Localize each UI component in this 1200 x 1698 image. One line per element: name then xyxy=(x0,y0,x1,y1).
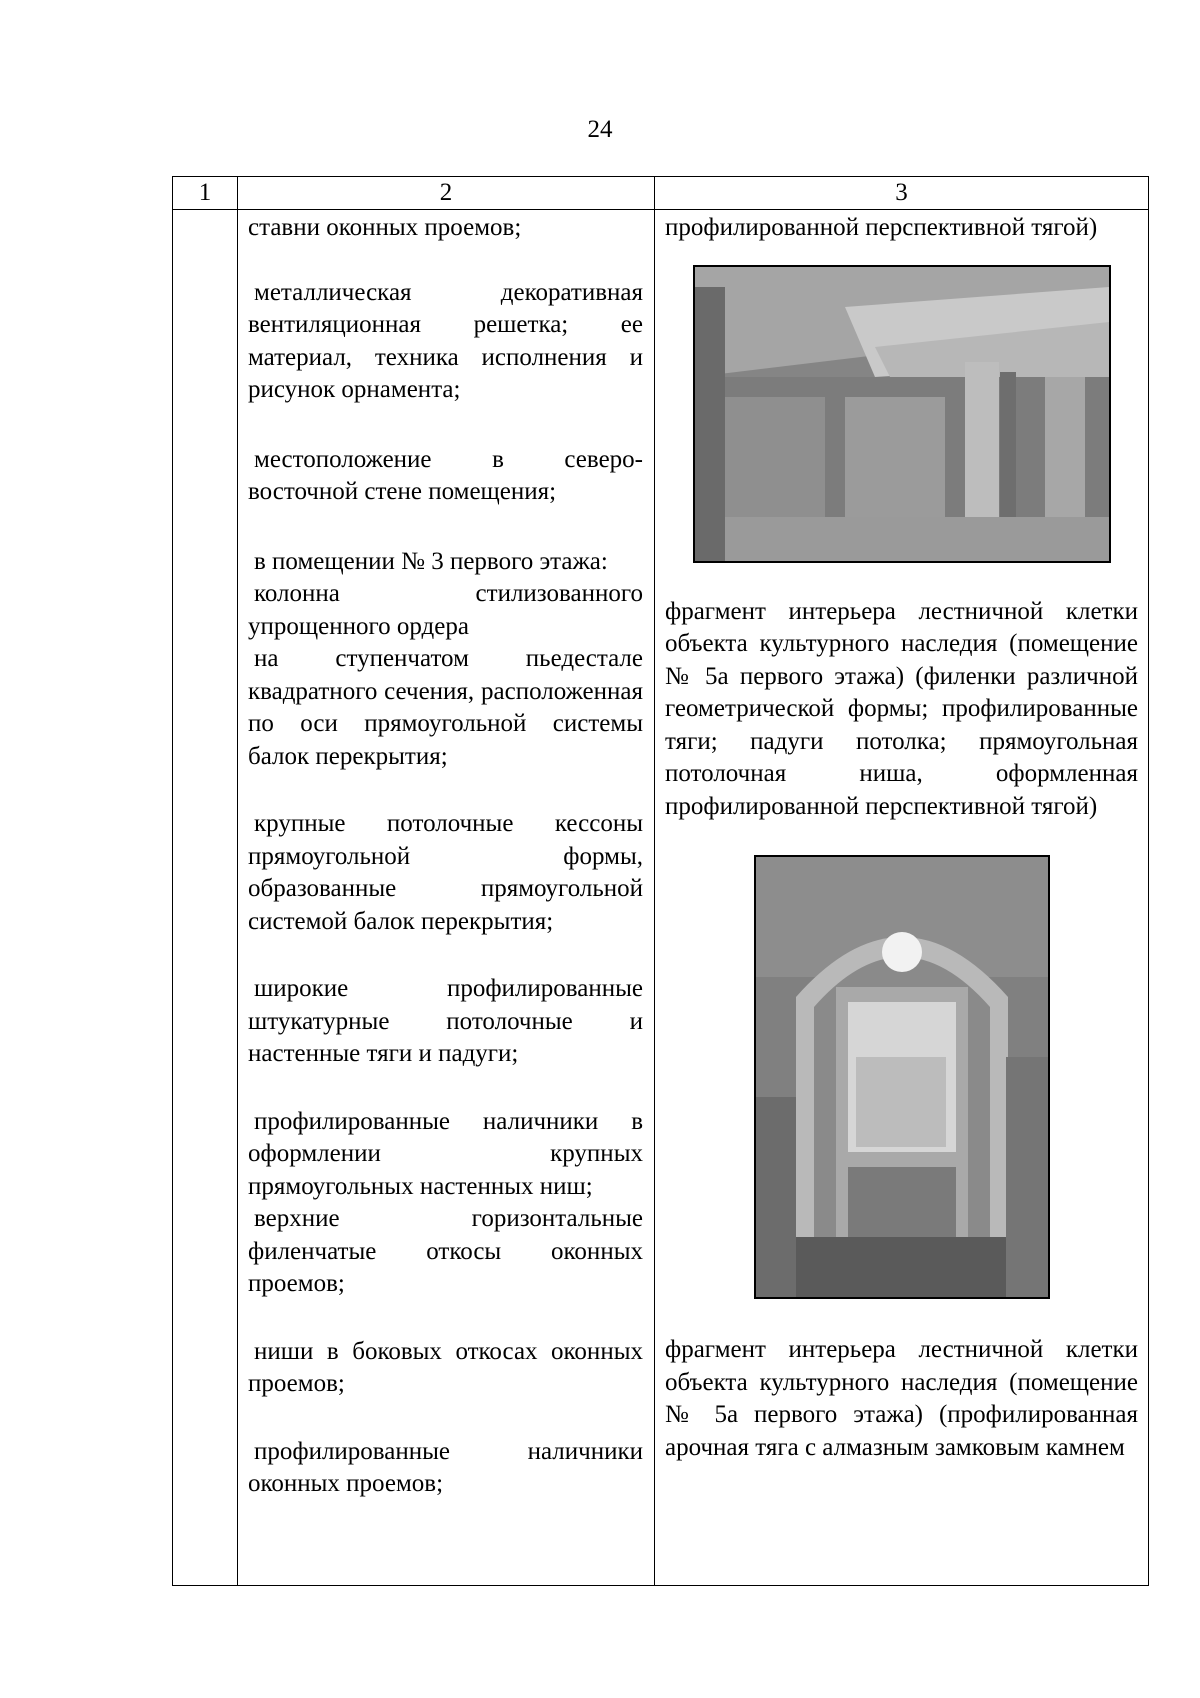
table-header-row xyxy=(173,177,1149,210)
paragraph: ставни оконных проемов; xyxy=(248,214,522,241)
paragraph: в помещении № 3 первого этажа: xyxy=(254,547,608,575)
stairwell-ceiling-photo xyxy=(693,265,1111,563)
paragraph: металлическая декоративная вентиляционная решетка; ее материал, техника исполнения и рисунок орнамента; xyxy=(248,278,643,403)
photo-caption: фрагмент интерьера лестничной клетки объекта культурного наследия (помещение № 5а первого этажа) (профилированная арочная тяга с алмазным замковым камнем xyxy=(665,1336,1138,1461)
cell-col-3 xyxy=(655,210,1149,1586)
paragraph: широкие профилированные штукатурные потолочные и настенные тяги и падуги; xyxy=(248,975,643,1067)
cell-col-2 xyxy=(238,210,655,1586)
paragraph: на ступенчатом пьедестале квадратного сечения, расположенная по оси прямоугольной системы балок перекрытия; xyxy=(248,645,643,770)
header-col-1: 1 xyxy=(173,177,238,210)
table-body-row xyxy=(173,210,1149,1586)
paragraph: крупные потолочные кессоны прямоугольной формы, образованные прямоугольной системой балок перекрытия; xyxy=(248,810,643,935)
paragraph: профилированные наличники оконных проемов; xyxy=(248,1437,643,1497)
heritage-elements-table xyxy=(172,176,1149,1586)
paragraph: колонна стилизованного упрощенного ордера xyxy=(248,580,643,640)
paragraph: профилированные наличники в оформлении крупных прямоугольных настенных ниш; xyxy=(248,1107,643,1200)
photo-caption: фрагмент интерьера лестничной клетки объекта культурного наследия (помещение № 5а первого этажа) (филенки различной геометрической формы; профилированные тяги; падуги потолка; прямоугольная потолочная ниша, оформленная профилированной перспективной тягой) xyxy=(665,597,1138,820)
header-col-2: 2 xyxy=(238,177,655,210)
paragraph: местоположение в северо-восточной стене помещения; xyxy=(248,445,643,505)
cell-col-1 xyxy=(173,210,238,1586)
paragraph: верхние горизонтальные филенчатые откосы оконных проемов; xyxy=(248,1205,643,1297)
stairwell-arch-door-photo xyxy=(754,855,1050,1299)
page-number: 24 xyxy=(587,116,613,143)
header-col-3: 3 xyxy=(655,177,1149,210)
paragraph: ниши в боковых откосах оконных проемов; xyxy=(248,1337,643,1397)
paragraph: профилированной перспективной тягой) xyxy=(665,214,1098,241)
